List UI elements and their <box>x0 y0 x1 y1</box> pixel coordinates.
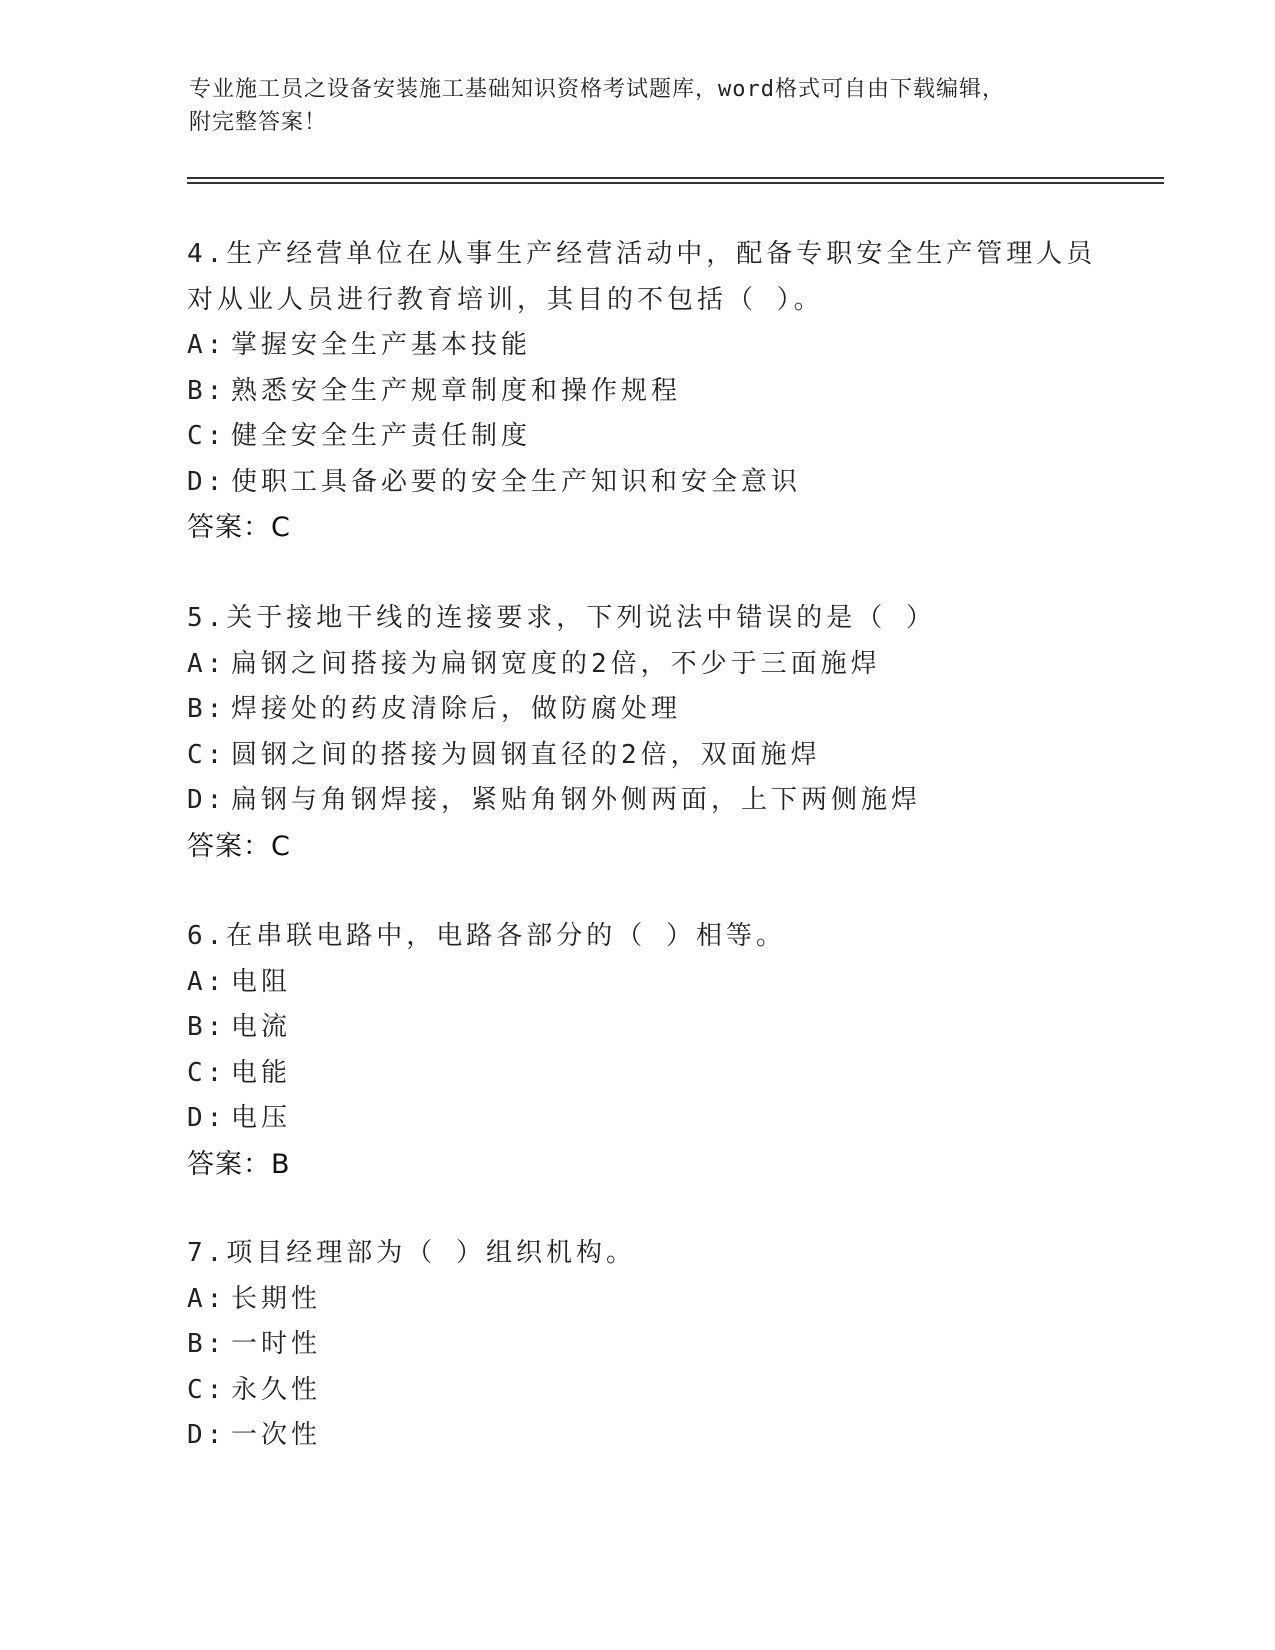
option-key: A: <box>187 966 227 997</box>
option-text: 长期性 <box>231 1283 322 1314</box>
option-key: A: <box>187 330 227 360</box>
option-text: 熟悉安全生产规章制度和操作规程 <box>231 375 682 406</box>
option-text: 焊接处的药皮清除后，做防腐处理 <box>231 694 682 724</box>
header-line-2: 附完整答案！ <box>189 110 328 135</box>
option-text: 电能 <box>231 1057 292 1088</box>
option-a <box>187 323 1087 369</box>
option-text: 掌握安全生产基本技能 <box>231 330 532 360</box>
option-key: C: <box>187 421 227 451</box>
option-text: 一时性 <box>231 1329 322 1359</box>
option-a <box>187 960 1087 1006</box>
question-stem-continued: 对从业人员进行教育培训，其目的不包括（ ）。 <box>187 284 824 315</box>
option-d <box>187 778 1087 824</box>
option-c <box>187 414 1087 460</box>
option-text: 健全安全生产责任制度 <box>231 421 532 451</box>
option-b <box>187 369 1087 415</box>
option-key: D: <box>187 785 227 815</box>
option-key: D: <box>187 1420 227 1450</box>
option-text: 永久性 <box>231 1374 322 1405</box>
document-header <box>189 73 1089 139</box>
question-stem: 5.关于接地干线的连接要求，下列说法中错误的是（ ） <box>187 603 936 633</box>
question-stem: 4.生产经营单位在从事生产经营活动中，配备专职安全生产管理人员 <box>187 239 1097 269</box>
option-text: 扁钢之间搭接为扁钢宽度的2倍，不少于三面施焊 <box>231 648 881 679</box>
option-d <box>187 1413 1087 1459</box>
option-d <box>187 1096 1087 1142</box>
option-key: B: <box>187 375 227 406</box>
header-divider-bottom <box>187 182 1164 184</box>
question-stem: 7.项目经理部为（ ）组织机构。 <box>187 1238 636 1268</box>
option-key: A: <box>187 648 227 679</box>
option-d <box>187 460 1087 506</box>
option-text: 电流 <box>231 1012 292 1042</box>
answer-line: 答案：C <box>187 512 291 543</box>
option-c <box>187 1368 1087 1414</box>
option-text: 使职工具备必要的安全生产知识和安全意识 <box>231 466 802 497</box>
header-divider-top <box>187 177 1164 179</box>
option-c <box>187 1051 1087 1097</box>
question-5 <box>187 596 1087 869</box>
question-7 <box>187 1231 1087 1459</box>
option-key: C: <box>187 1374 227 1405</box>
option-b <box>187 1005 1087 1051</box>
option-key: B: <box>187 1329 227 1359</box>
option-key: D: <box>187 1103 227 1133</box>
question-4 <box>187 232 1097 551</box>
answer-line: 答案：B <box>187 1148 291 1180</box>
option-text: 一次性 <box>231 1420 322 1450</box>
option-key: C: <box>187 1057 227 1088</box>
option-key: B: <box>187 694 227 724</box>
option-key: A: <box>187 1283 227 1314</box>
option-key: C: <box>187 739 227 770</box>
option-b <box>187 687 1087 733</box>
option-a <box>187 642 1087 688</box>
option-text: 圆钢之间的搭接为圆钢直径的2倍，双面施焊 <box>231 739 821 770</box>
answer-line: 答案：C <box>187 830 291 862</box>
option-a <box>187 1277 1087 1323</box>
option-key: B: <box>187 1012 227 1042</box>
question-6 <box>187 914 1087 1187</box>
option-text: 电阻 <box>231 966 292 997</box>
option-text: 扁钢与角钢焊接，紧贴角钢外侧两面，上下两侧施焊 <box>231 785 922 815</box>
header-line-1: 专业施工员之设备安装施工基础知识资格考试题库，word格式可自由下载编辑， <box>189 77 1005 102</box>
option-key: D: <box>187 466 227 497</box>
option-c <box>187 733 1087 779</box>
question-stem: 6.在串联电路中，电路各部分的（ ）相等。 <box>187 921 786 951</box>
option-b <box>187 1322 1087 1368</box>
option-text: 电压 <box>231 1103 292 1133</box>
